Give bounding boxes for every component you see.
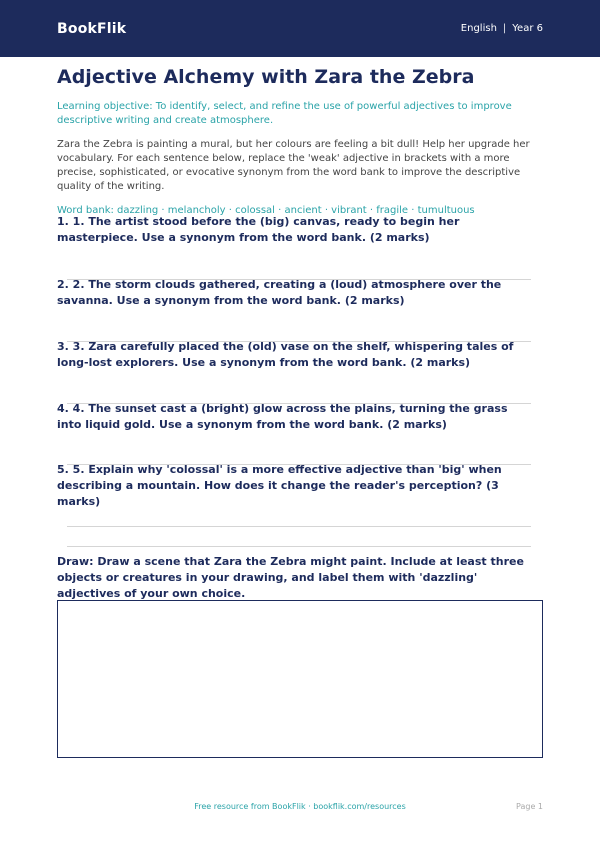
page-title: Adjective Alchemy with Zara the Zebra xyxy=(57,66,475,88)
header-separator: | xyxy=(502,23,507,34)
word-bank: Word bank: dazzling · melancholy · colossal · ancient · vibrant · fragile · tumultuous xyxy=(57,205,475,216)
question-2: 2. 2. The storm clouds gathered, creating a (loud) atmosphere over the savanna. Use a synonym from the word bank. (2 marks) xyxy=(57,278,502,307)
page-header xyxy=(0,0,600,57)
question-4: 4. 4. The sunset cast a (bright) glow across the plains, turning the grass into liquid gold. Use a synonym from the word bank. (2 marks) xyxy=(57,402,508,431)
draw-prompt: Draw: Draw a scene that Zara the Zebra might paint. Include at least three objects or creatures in your drawing, and label them with 'dazzling' adjectives of your own choice. xyxy=(57,555,524,600)
year-label: Year 6 xyxy=(512,23,543,34)
drawing-box[interactable] xyxy=(57,600,543,758)
page-footer xyxy=(0,802,600,816)
question-5: 5. 5. Explain why 'colossal' is a more effective adjective than 'big' when describing a mountain. How does it change the reader's perception? (3 marks) xyxy=(57,463,502,508)
question-3: 3. 3. Zara carefully placed the (old) vase on the shelf, whispering tales of long-lost explorers. Use a synonym from the word bank. (2 marks) xyxy=(57,340,514,369)
question-1: 1. 1. The artist stood before the (big) canvas, ready to begin her masterpiece. Use a synonym from the word bank. (2 marks) xyxy=(57,215,460,244)
subject-label: English xyxy=(460,23,497,34)
learning-objective: Learning objective: To identify, select, and refine the use of powerful adjectives to improve descriptive writing and create atmosphere. xyxy=(57,101,512,126)
answer-line-5b[interactable] xyxy=(67,546,531,547)
subject-year-label xyxy=(461,23,543,34)
footer-credit: Free resource from BookFlik · bookflik.com/resources xyxy=(194,802,406,811)
intro-section xyxy=(57,66,543,218)
instructions: Zara the Zebra is painting a mural, but her colours are feeling a bit dull! Help her upgrade her vocabulary. For each sentence below, replace the 'weak' adjective in brackets with a more precise, sophisticated, or evocative synonym from the word bank to improve the descriptive quality of the writing. xyxy=(57,139,530,192)
page-number: Page 1 xyxy=(516,802,543,811)
answer-line-5a[interactable] xyxy=(67,526,531,527)
brand-logo: BookFlik xyxy=(57,20,127,37)
